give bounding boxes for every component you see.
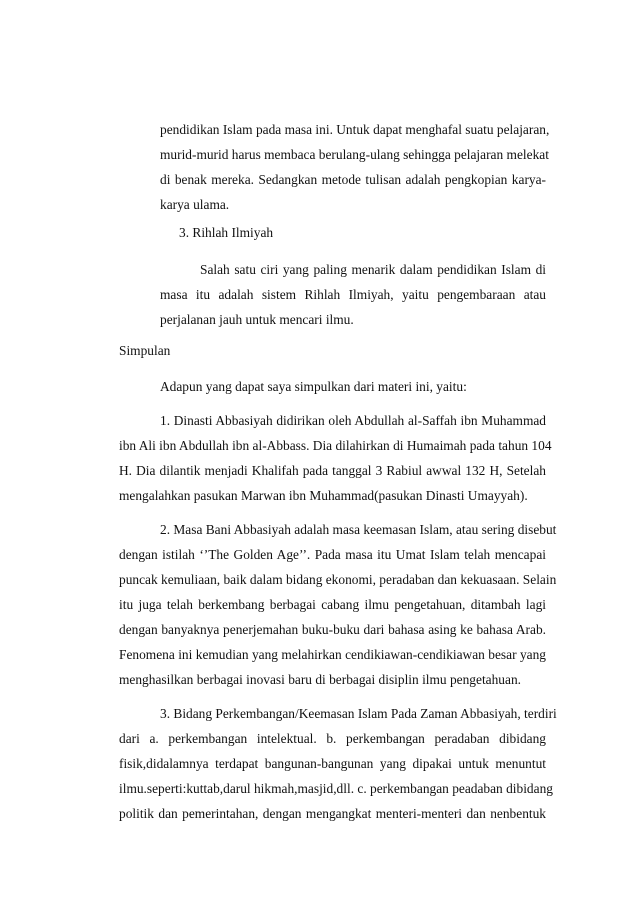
paragraph-line: murid-murid harus membaca berulang-ulang sehingga pelajaran melekat bbox=[160, 147, 549, 162]
point-1-line: mengalahkan pasukan Marwan ibn Muhammad(pasukan Dinasti Umayyah). bbox=[119, 488, 528, 503]
section-heading: Simpulan bbox=[119, 343, 171, 358]
point-2-line: menghasilkan berbagai inovasi baru di berbagai disiplin ilmu pengetahuan. bbox=[119, 672, 521, 687]
point-3-line: fisik,didalamnya terdapat bangunan-bangunan yang dipakai untuk menuntut bbox=[119, 756, 546, 771]
paragraph-line: Salah satu ciri yang paling menarik dalam pendidikan Islam di bbox=[200, 262, 546, 277]
paragraph-line: karya ulama. bbox=[160, 197, 230, 212]
point-3-line: ilmu.seperti:kuttab,darul hikmah,masjid,dll. c. perkembangan peadaban dibidang bbox=[119, 781, 553, 796]
point-3-line: dari a. perkembangan intelektual. b. perkembangan peradaban dibidang bbox=[119, 731, 546, 746]
paragraph-line: perjalanan jauh untuk mencari ilmu. bbox=[160, 312, 354, 327]
point-2-line: puncak kemuliaan, baik dalam bidang ekonomi, peradaban dan kekuasaan. Selain bbox=[119, 572, 557, 587]
point-3-line: politik dan pemerintahan, dengan mengangkat menteri-menteri dan nenbentuk bbox=[119, 806, 546, 821]
point-2-line: 2. Masa Bani Abbasiyah adalah masa keemasan Islam, atau sering disebut bbox=[160, 522, 557, 537]
paragraph-line: pendidikan Islam pada masa ini. Untuk dapat menghafal suatu pelajaran, bbox=[160, 122, 550, 137]
subheading: 3. Rihlah Ilmiyah bbox=[179, 225, 274, 240]
paragraph-line: masa itu adalah sistem Rihlah Ilmiyah, yaitu pengembaraan atau bbox=[160, 287, 546, 302]
paragraph-line: di benak mereka. Sedangkan metode tulisan adalah pengkopian karya- bbox=[160, 172, 546, 187]
point-2-line: itu juga telah berkembang berbagai cabang ilmu pengetahuan, ditambah lagi bbox=[119, 597, 546, 612]
point-3-line: 3. Bidang Perkembangan/Keemasan Islam Pada Zaman Abbasiyah, terdiri bbox=[160, 706, 557, 721]
point-1-line: ibn Ali ibn Abdullah ibn al-Abbass. Dia dilahirkan di Humaimah pada tahun 104 bbox=[119, 438, 552, 453]
simpulan-intro: Adapun yang dapat saya simpulkan dari materi ini, yaitu: bbox=[160, 379, 467, 394]
point-2-line: Fenomena ini kemudian yang melahirkan cendikiawan-cendikiawan besar yang bbox=[119, 647, 546, 662]
point-1-line: 1. Dinasti Abbasiyah didirikan oleh Abdullah al-Saffah ibn Muhammad bbox=[160, 413, 546, 428]
point-2-line: dengan banyaknya penerjemahan buku-buku dari bahasa asing ke bahasa Arab. bbox=[119, 622, 546, 637]
point-1-line: H. Dia dilantik menjadi Khalifah pada tanggal 3 Rabiul awwal 132 H, Setelah bbox=[119, 463, 546, 478]
point-2-line: dengan istilah ‘’The Golden Age’’. Pada masa itu Umat Islam telah mencapai bbox=[119, 547, 546, 562]
